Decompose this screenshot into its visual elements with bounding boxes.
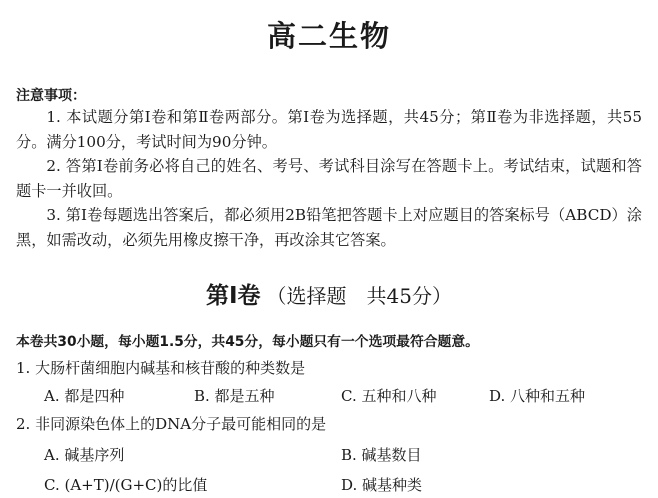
question-1-option-b: B. 都是五种 [194,387,275,405]
question-2-option-d: D. 碱基种类 [341,476,423,494]
question-2-option-c: C. (A+T)/(G+C)的比值 [44,476,208,494]
section-instructions: 本卷共30小题，每小题1.5分，共45分，每小题只有一个选项最符合题意。 [16,334,479,350]
notes-list [16,105,642,253]
exam-title: 高二生物 [266,19,391,53]
note-item-2: 2. 答第Ⅰ卷前务必将自己的姓名、考号、考试科目涂写在答题卡上。考试结束，试题和答题卡一并收回。 [16,157,642,200]
question-2-stem: 2. 非同源染色体上的DNA分子最可能相同的是 [16,415,327,433]
note-item-1: 1. 本试题分第Ⅰ卷和第Ⅱ卷两部分。第Ⅰ卷为选择题，共45分；第Ⅱ卷为非选择题，共55分。满分100分，考试时间为90分钟。 [16,108,642,151]
section-subtitle: （选择题 共45分） [266,284,452,308]
notes-heading: 注意事项： [16,88,86,104]
question-1-option-c: C. 五种和八种 [341,387,437,405]
note-item-3: 3. 第Ⅰ卷每题选出答案后，都必须用2B铅笔把答题卡上对应题目的答案标号（ABCD）涂黑，如需改动，必须先用橡皮擦干净，再改涂其它答案。 [16,206,642,249]
question-1-stem: 1. 大肠杆菌细胞内碱基和核苷酸的种类数是 [16,359,306,377]
section-heading [0,277,658,310]
question-2-option-b: B. 碱基数目 [341,446,422,464]
question-1-option-a: A. 都是四种 [44,387,125,405]
question-1-option-d: D. 八种和五种 [489,387,586,405]
question-2-option-a: A. 碱基序列 [44,446,125,464]
section-title: 第Ⅰ卷 [205,283,261,309]
